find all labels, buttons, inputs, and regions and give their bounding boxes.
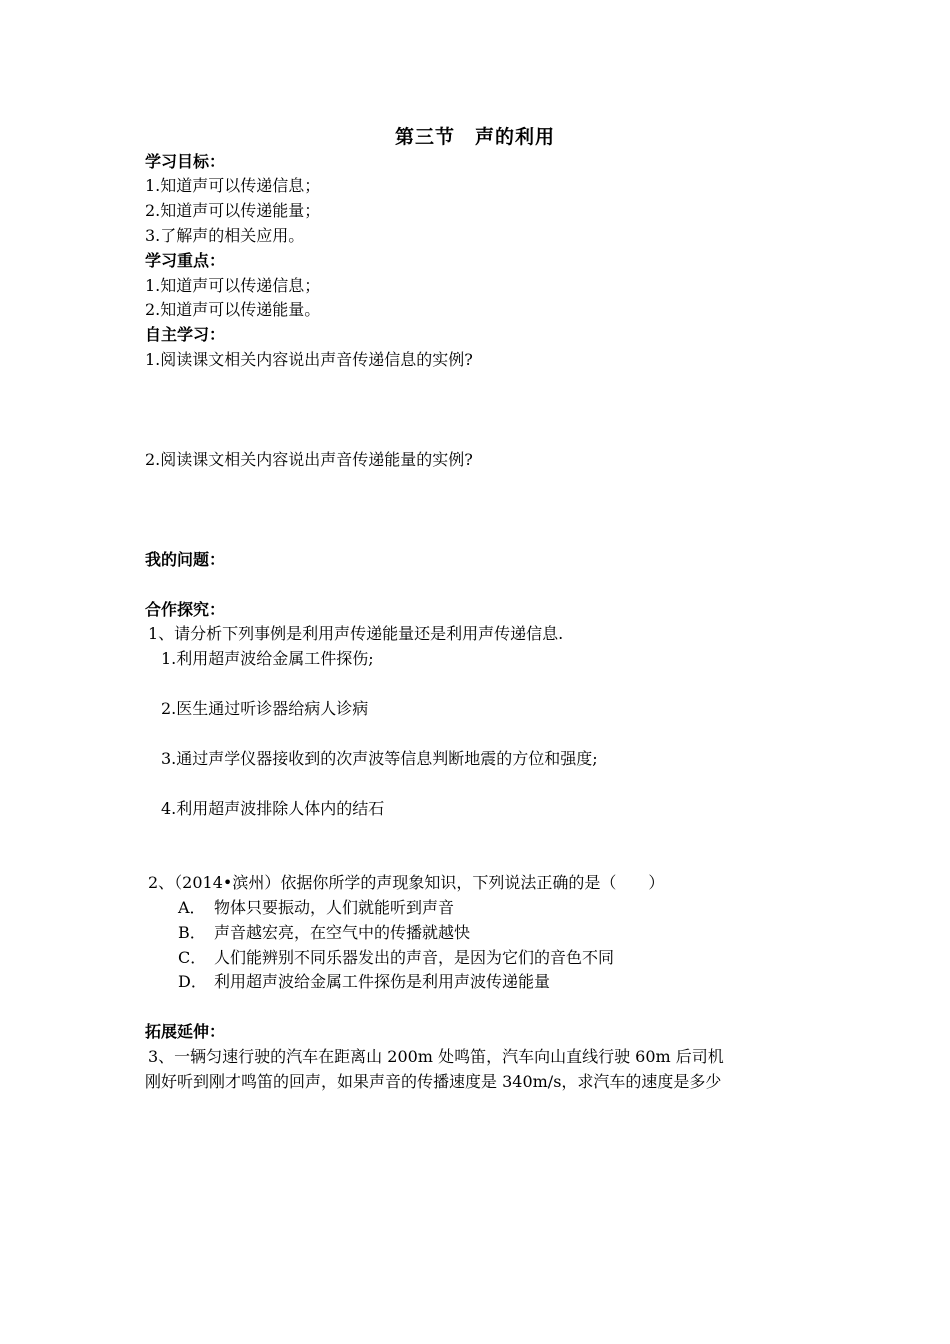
option-letter: D． [178, 972, 207, 991]
option-text: 利用超声波给金属工件探伤是利用声波传递能量 [214, 972, 551, 991]
page-title: 第三节 声的利用 [394, 126, 555, 148]
self-study-heading: 自主学习： [145, 325, 226, 344]
case-item: 4.利用超声波排除人体内的结石 [161, 799, 385, 818]
my-questions-heading: 我的问题： [145, 550, 226, 569]
option-b [178, 921, 470, 945]
option-text: 人们能辨别不同乐器发出的声音，是因为它们的音色不同 [214, 948, 615, 967]
cooperative-question-1: 1、请分析下列事例是利用声传递能量还是利用声传递信息. [148, 624, 564, 643]
option-letter: C． [178, 948, 207, 967]
option-text: 物体只要振动，人们就能听到声音 [214, 898, 455, 917]
option-d [178, 970, 550, 994]
key-point-item: 1.知道声可以传递信息； [145, 276, 321, 295]
extension-question-line-1: 3、一辆匀速行驶的汽车在距离山 200m 处鸣笛，汽车向山直线行驶 60m 后司机 [148, 1047, 724, 1066]
objective-item: 1.知道声可以传递信息； [145, 176, 321, 195]
objective-item: 2.知道声可以传递能量； [145, 201, 321, 220]
case-item: 3.通过声学仪器接收到的次声波等信息判断地震的方位和强度; [161, 749, 598, 768]
option-text: 声音越宏亮，在空气中的传播就越快 [214, 923, 471, 942]
cooperative-question-2: 2、（2014•滨州）依据你所学的声现象知识，下列说法正确的是（ ） [148, 873, 665, 892]
objectives-heading: 学习目标： [145, 152, 226, 171]
extension-heading: 拓展延伸： [145, 1022, 226, 1041]
option-letter: B． [178, 923, 206, 942]
self-study-question-2: 2.阅读课文相关内容说出声音传递能量的实例? [145, 450, 473, 469]
option-a [178, 896, 454, 920]
key-points-heading: 学习重点： [145, 251, 226, 270]
cooperative-heading: 合作探究： [145, 600, 226, 619]
extension-question-line-2: 刚好听到刚才鸣笛的回声，如果声音的传播速度是 340m/s，求汽车的速度是多少 [145, 1072, 722, 1091]
case-item: 1.利用超声波给金属工件探伤; [161, 649, 374, 668]
key-point-item: 2.知道声可以传递能量。 [145, 300, 321, 319]
case-item: 2.医生通过听诊器给病人诊病 [161, 699, 369, 718]
objective-item: 3.了解声的相关应用。 [145, 226, 305, 245]
option-letter: A． [178, 898, 206, 917]
self-study-question-1: 1.阅读课文相关内容说出声音传递信息的实例? [145, 350, 473, 369]
option-c [178, 946, 614, 970]
